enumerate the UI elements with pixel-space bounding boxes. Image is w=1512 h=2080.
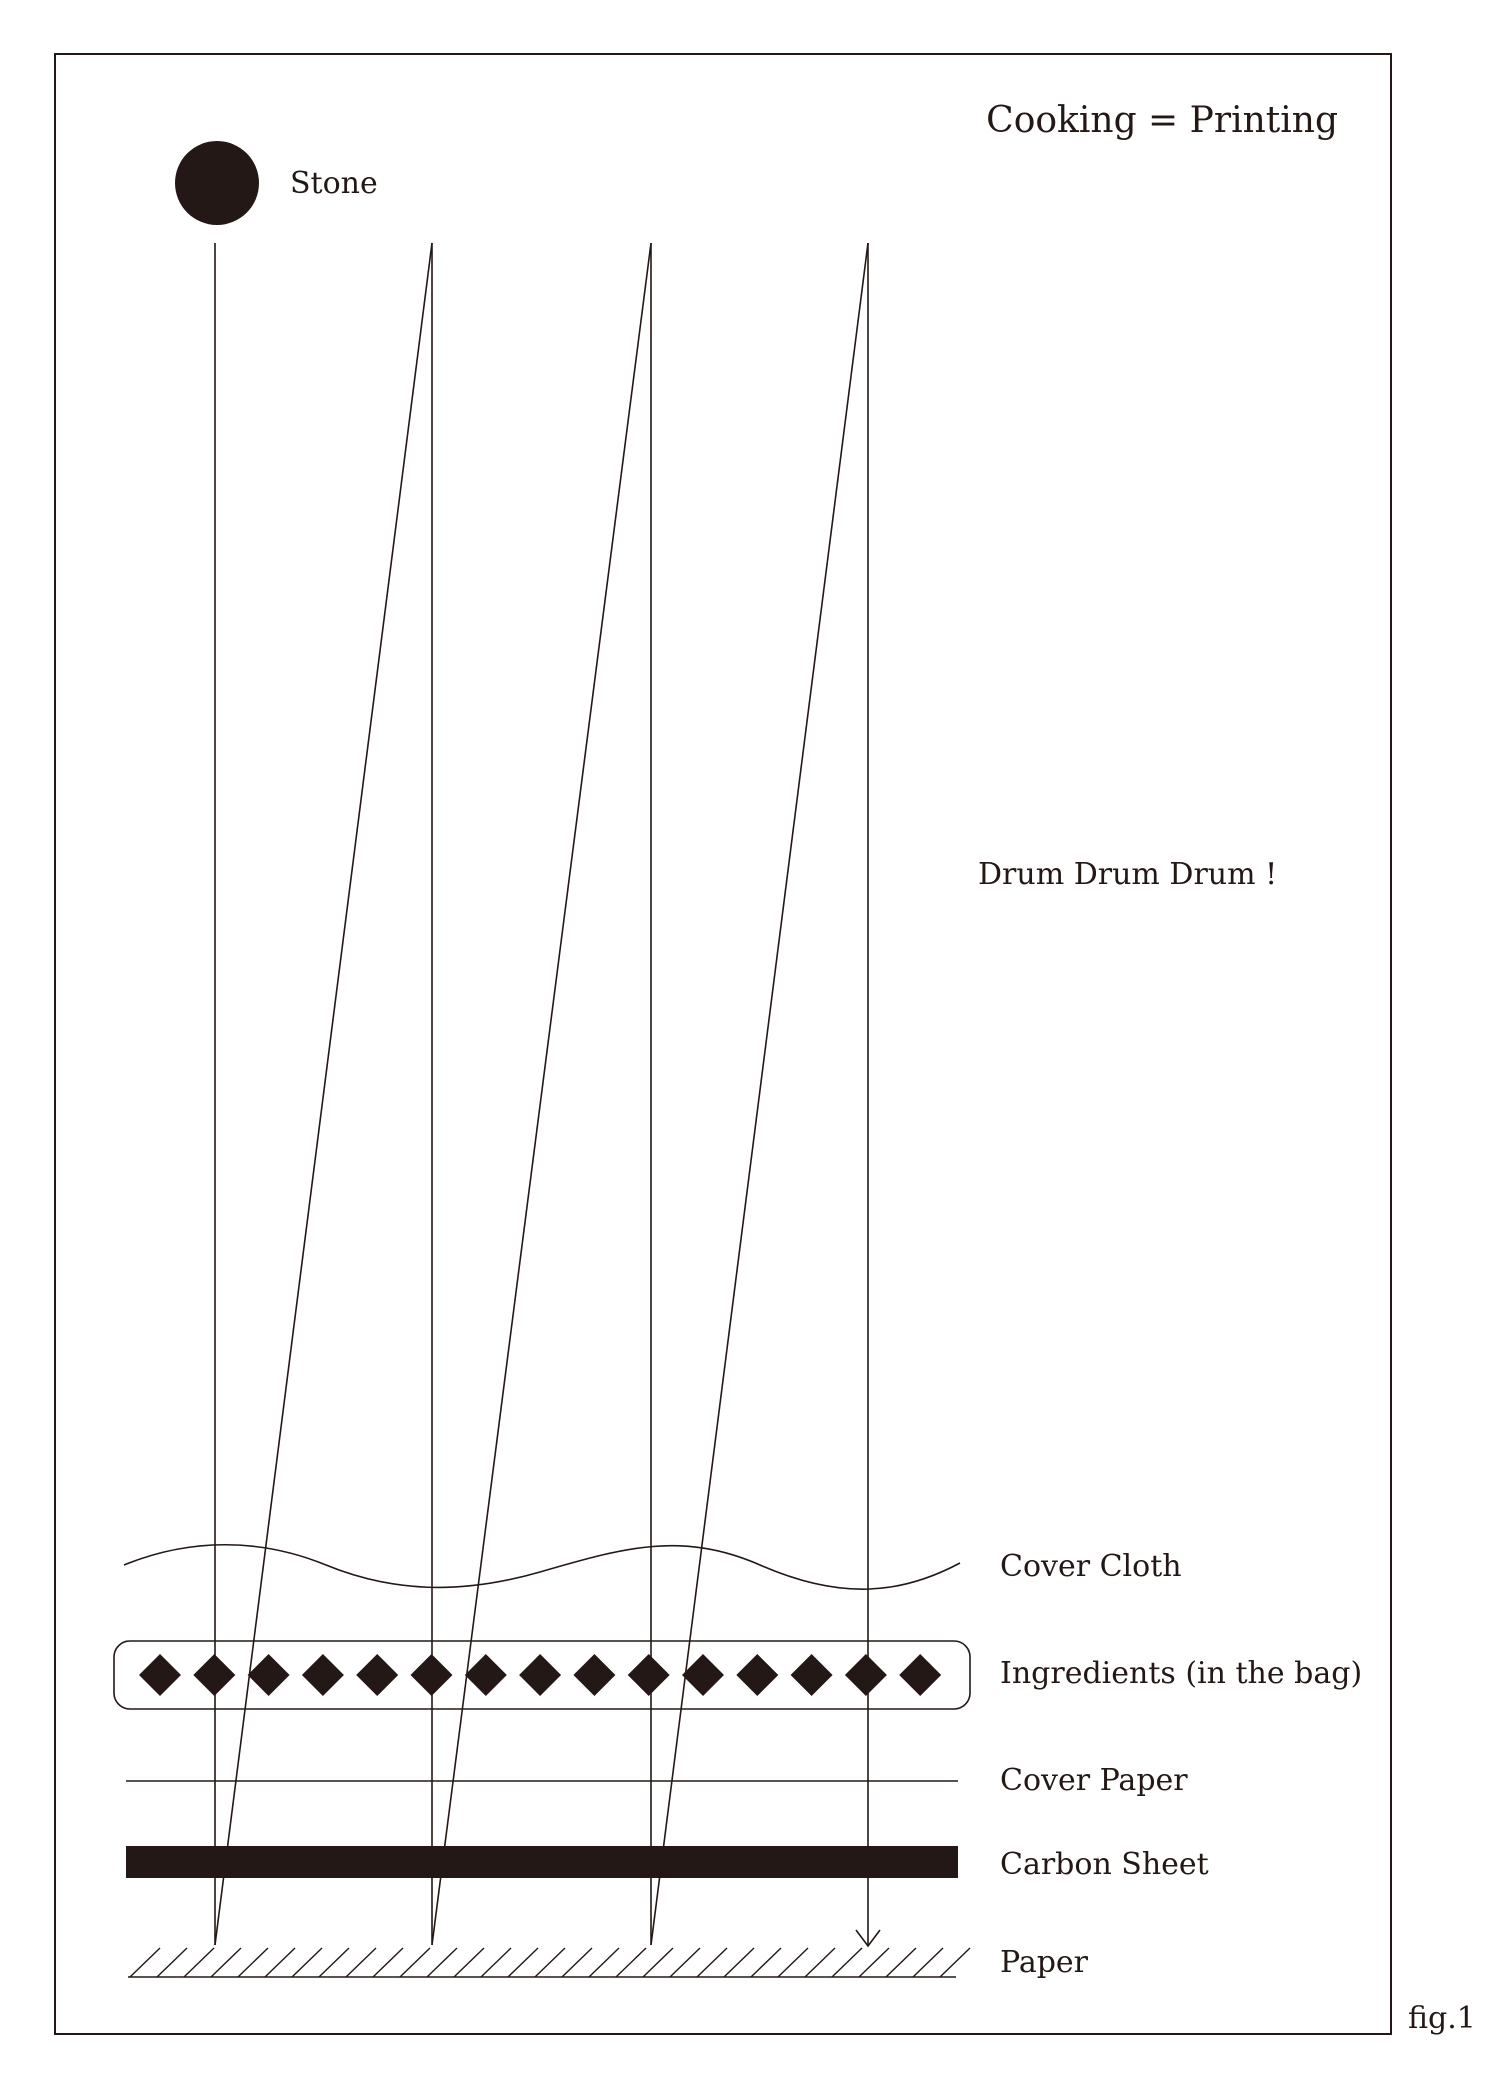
hatch-line — [913, 1948, 943, 1977]
hatch-line — [643, 1948, 673, 1977]
hatch-line — [481, 1948, 511, 1977]
cover-cloth-label: Cover Cloth — [1000, 1549, 1182, 1584]
hatch-line — [751, 1948, 781, 1977]
hatch-line — [670, 1948, 700, 1977]
ingredient-diamond-icon — [248, 1654, 290, 1696]
hatch-line — [724, 1948, 754, 1977]
diagram-title: Cooking = Printing — [986, 100, 1338, 141]
ingredient-diamond-icon — [411, 1654, 453, 1696]
stone-icon — [175, 141, 259, 225]
paper-label: Paper — [1000, 1945, 1089, 1980]
figure-label: fig.1 — [1408, 2001, 1476, 2036]
hatch-line — [859, 1948, 889, 1977]
stone-label: Stone — [290, 166, 378, 201]
hatch-line — [400, 1948, 430, 1977]
ingredient-diamond-icon — [899, 1654, 941, 1696]
hatch-line — [427, 1948, 457, 1977]
hatch-line — [940, 1948, 970, 1977]
hatch-line — [535, 1948, 565, 1977]
hatch-line — [886, 1948, 916, 1977]
hatch-line — [589, 1948, 619, 1977]
hatch-line — [319, 1948, 349, 1977]
hatch-line — [346, 1948, 376, 1977]
diagram-frame — [55, 54, 1391, 2034]
ingredient-diamond-icon — [628, 1654, 670, 1696]
ingredient-diamond-icon — [519, 1654, 561, 1696]
ingredient-diamond-icon — [736, 1654, 778, 1696]
ingredients-label: Ingredients (in the bag) — [1000, 1656, 1363, 1691]
ingredient-diamond-icon — [845, 1654, 887, 1696]
carbon-sheet — [126, 1846, 958, 1878]
hatch-line — [211, 1948, 241, 1977]
paper-hatching — [130, 1948, 970, 1977]
hatch-line — [265, 1948, 295, 1977]
ingredient-diamond-icon — [193, 1654, 235, 1696]
hatch-line — [805, 1948, 835, 1977]
hatch-line — [616, 1948, 646, 1977]
cover-cloth — [124, 1545, 960, 1589]
hatch-line — [130, 1948, 160, 1977]
ingredient-diamond-icon — [465, 1654, 507, 1696]
carbon-sheet-label: Carbon Sheet — [1000, 1847, 1209, 1882]
hatch-line — [454, 1948, 484, 1977]
action-label: Drum Drum Drum ! — [978, 857, 1278, 892]
hatch-line — [238, 1948, 268, 1977]
ingredient-diamond-icon — [139, 1654, 181, 1696]
ingredient-diamond-icon — [682, 1654, 724, 1696]
ingredients-group — [139, 1654, 941, 1696]
stone-motion-path — [215, 243, 880, 1946]
hatch-line — [562, 1948, 592, 1977]
hatch-line — [697, 1948, 727, 1977]
hatch-line — [292, 1948, 322, 1977]
hatch-line — [157, 1948, 187, 1977]
hatch-line — [508, 1948, 538, 1977]
ingredient-diamond-icon — [791, 1654, 833, 1696]
ingredient-diamond-icon — [356, 1654, 398, 1696]
ingredient-diamond-icon — [573, 1654, 615, 1696]
ingredient-diamond-icon — [302, 1654, 344, 1696]
hatch-line — [184, 1948, 214, 1977]
hatch-line — [778, 1948, 808, 1977]
hatch-line — [832, 1948, 862, 1977]
cover-paper-label: Cover Paper — [1000, 1763, 1188, 1798]
hatch-line — [373, 1948, 403, 1977]
